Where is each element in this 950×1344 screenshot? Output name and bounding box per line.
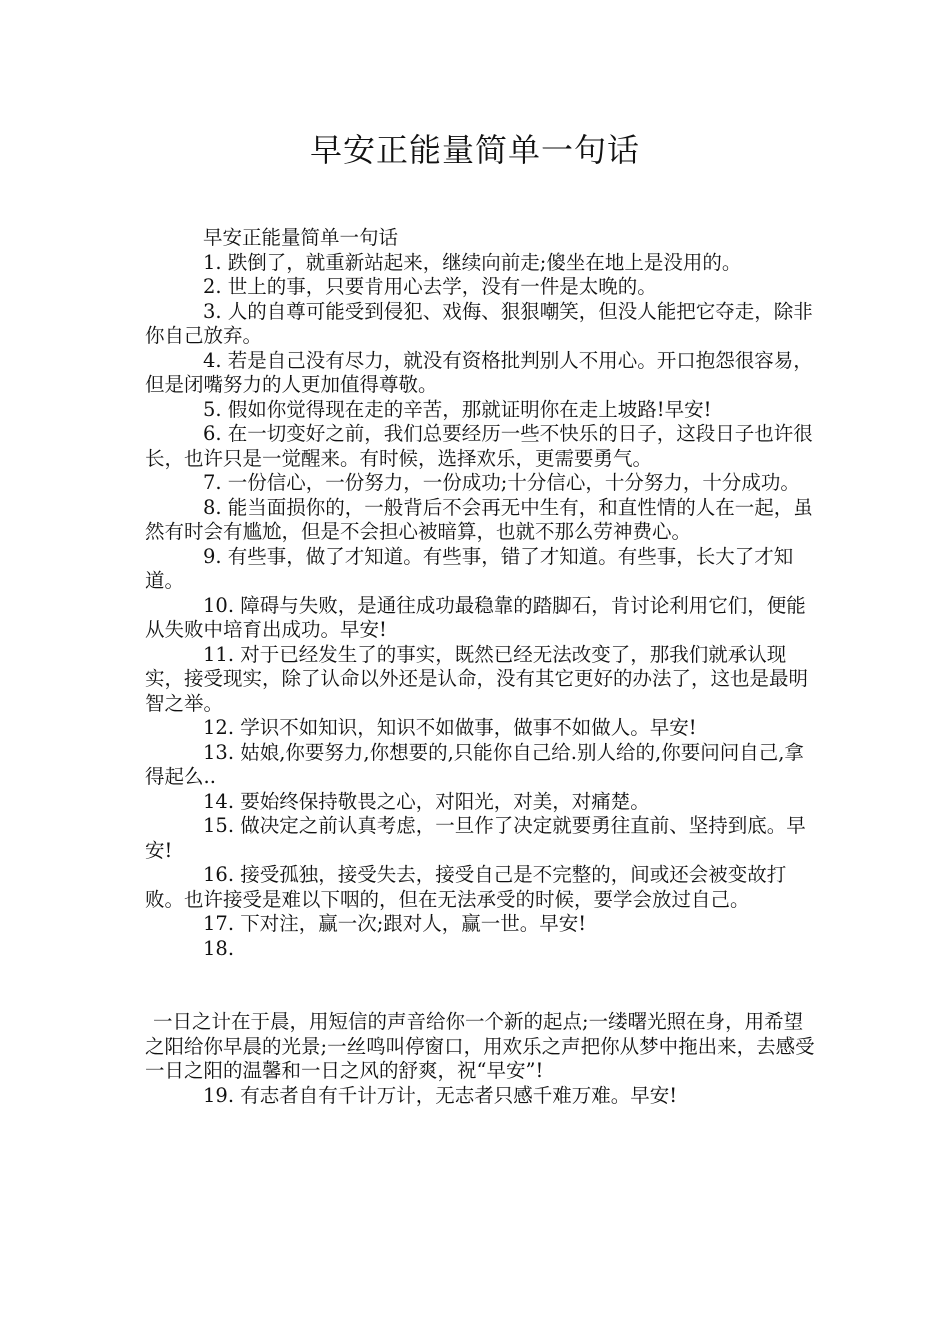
document-subtitle: 早安正能量简单一句话 xyxy=(203,226,399,249)
list-item: 9. 有些事，做了才知道。有些事，错了才知道。有些事，长大了才知道。 xyxy=(145,544,794,592)
list-item: 16. 接受孤独，接受失去，接受自己是不完整的，间或还会被变故打败。也许接受是难以下咽的，但在无法承受的时候，要学会放过自己。 xyxy=(145,863,787,911)
list-item: 6. 在一切变好之前，我们总要经历一些不快乐的日子，这段日子也许很长，也许只是一觉醒来。有时候，选择欢乐，更需要勇气。 xyxy=(145,422,813,470)
document-body xyxy=(145,226,815,1108)
list-item: 18. xyxy=(203,936,235,960)
list-item: 4. 若是自己没有尽力，就没有资格批判别人不用心。开口抱怨很容易，但是闭嘴努力的人更加值得尊敬。 xyxy=(145,348,813,396)
list-item: 1. 跌倒了，就重新站起来，继续向前走;傻坐在地上是没用的。 xyxy=(203,250,742,274)
list-item: 2. 世上的事，只要肯用心去学，没有一件是太晚的。 xyxy=(203,275,657,298)
list-item: 5. 假如你觉得现在走的辛苦，那就证明你在走上坡路!早安! xyxy=(203,397,712,421)
list-item: 19. 有志者自有千计万计，无志者只感千难万难。早安! xyxy=(203,1083,678,1107)
document-title: 早安正能量简单一句话 xyxy=(309,131,640,169)
paragraph-gap xyxy=(145,961,815,1010)
list-item: 11. 对于已经发生了的事实，既然已经无法改变了，那我们就承认现实，接受现实，除了认命以外还是认命，没有其它更好的办法了，这也是最明智之举。 xyxy=(145,642,809,715)
list-item-18-text: 一日之计在于晨，用短信的声音给你一个新的起点;一缕曙光照在身，用希望之阳给你早晨的光景;一丝鸣叫停窗口，用欢乐之声把你从梦中拖出来，去感受一日之阳的温馨和一日之风的舒爽，祝“早安”! xyxy=(145,1010,815,1082)
list-item: 10. 障碍与失败，是通往成功最稳靠的踏脚石，肯讨论利用它们，便能从失败中培育出成功。早安! xyxy=(145,593,806,641)
list-item: 3. 人的自尊可能受到侵犯、戏侮、狠狠嘲笑，但没人能把它夺走，除非你自己放弃。 xyxy=(145,299,813,347)
list-item: 8. 能当面损你的，一般背后不会再无中生有，和直性情的人在一起，虽然有时会有尴尬，但是不会担心被暗算，也就不那么劳神费心。 xyxy=(145,495,813,543)
list-item: 14. 要始终保持敬畏之心，对阳光，对美，对痛楚。 xyxy=(203,789,650,813)
list-item: 17. 下对注，赢一次;跟对人，赢一世。早安! xyxy=(203,912,587,935)
list-item: 12. 学识不如知识，知识不如做事，做事不如做人。早安! xyxy=(203,716,697,739)
list-item: 7. 一份信心，一份努力，一份成功;十分信心，十分努力，十分成功。 xyxy=(203,471,800,494)
list-item: 15. 做决定之前认真考虑，一旦作了决定就要勇往直前、坚持到底。早安! xyxy=(145,814,806,862)
list-item: 13. 姑娘,你要努力,你想要的,只能你自己给.别人给的,你要问问自己,拿得起么.. xyxy=(145,740,804,788)
